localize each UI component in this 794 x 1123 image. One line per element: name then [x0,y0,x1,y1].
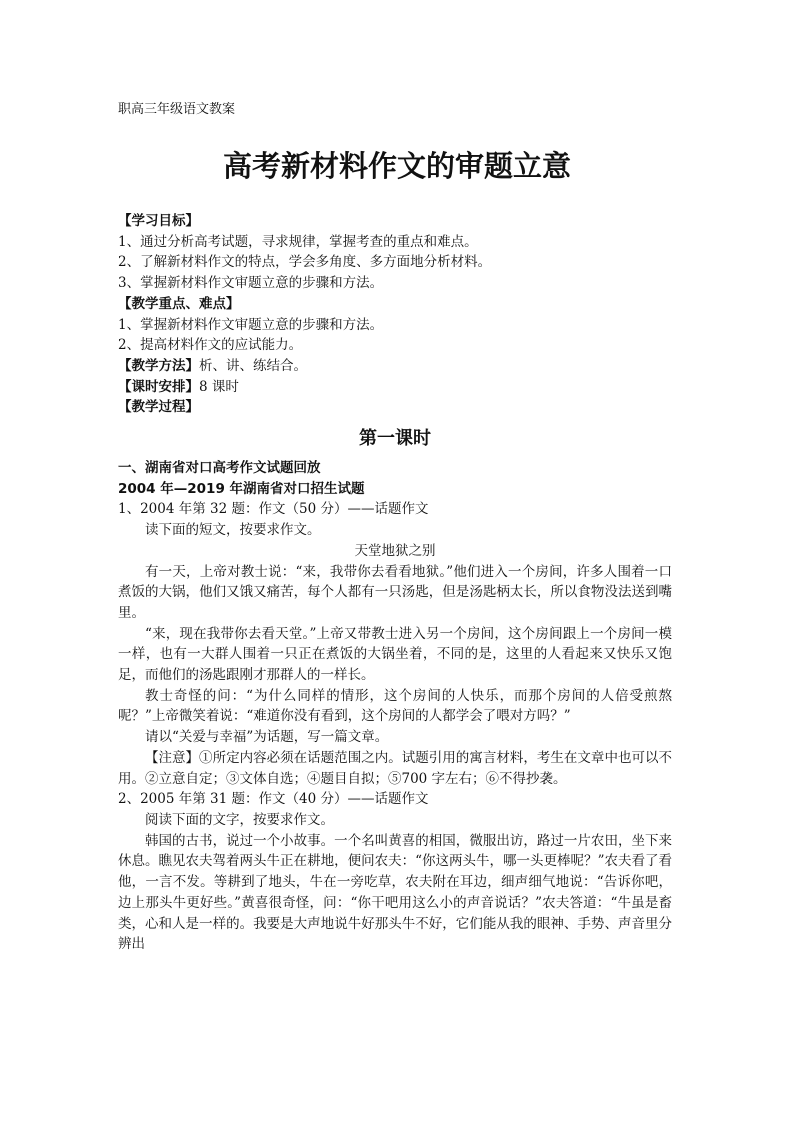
key-points-heading: 【教学重点、难点】 [118,295,240,312]
page-title: 高考新材料作文的审题立意 [222,149,571,183]
objective-item: 3、掌握新材料作文审题立意的步骤和方法。 [118,275,384,292]
key-point-item: 1、掌握新材料作文审题立意的步骤和方法。 [118,316,384,333]
story-title: 天堂地狱之别 [354,542,436,559]
objectives-heading: 【学习目标】 [118,213,199,229]
document-body [118,211,672,955]
story-paragraph: 教士奇怪的问：“为什么同样的情形，这个房间的人快乐，而那个房间的人倍受煎熬呢？”上帝微笑着说：“难道你没有看到，这个房间的人都学会了喂对方吗？” [118,687,672,725]
notes-paragraph: 【注意】①所定内容必须在话题范围之内。试题引用的寓言材料，考生在文章中也可以不用。②立意自定；③文体自选；④题目自拟；⑤700 字左右；⑥不得抄袭。 [118,749,672,787]
prompt-paragraph: 请以“关爱与幸福”为话题，写一篇文章。 [145,729,389,746]
question-title: 2、2005 年第 31 题：作文（40 分）——话题作文 [118,791,429,808]
class-schedule [118,377,672,398]
story-paragraph: “来，现在我带你去看天堂。”上帝又带教士进入另一个房间，这个房间跟上一个房间一模一样，也有一大群人围着一只正在煮饭的大锅坐着，不同的是，这里的人看起来又快乐又饱足，而他们的汤匙跟刚才那群人的一样长。 [118,625,672,684]
process-heading: 【教学过程】 [118,399,199,416]
key-point-item: 2、提高材料作文的应试能力。 [118,337,303,354]
teaching-method-label: 【教学方法】 [118,357,199,374]
section-subheading: 2004 年—2019 年湖南省对口招生试题 [118,480,365,497]
question-instruction: 读下面的短文，按要求作文。 [145,522,321,539]
story-paragraph: 韩国的古书，说过一个小故事。一个名叫黄喜的相国，微服出访，路过一片农田，坐下来休息。瞧见农夫驾着两头牛正在耕地，便问农夫：“你这两头牛，哪一头更棒呢？”农夫看了看他，一言不发。等耕到了地头，牛在一旁吃草，农夫附在耳边，细声细气地说：“告诉你吧，边上那头牛更好些。”黄喜很奇怪，问：“你干吧用这么小的声音说话？”农夫答道：“牛虽是畜类，心和人是一样的。我要是大声地说牛好那头牛不好，它们能从我的眼神、手势、声音里分辨出 [118,832,672,953]
objective-item: 1、通过分析高考试题，寻求规律，掌握考查的重点和难点。 [118,233,478,250]
objective-item: 2、了解新材料作文的特点，学会多角度、多方面地分析材料。 [118,254,492,271]
teaching-method [118,356,672,377]
teaching-method-text: 析、讲、练结合。 [199,357,307,374]
section-heading: 一、湖南省对口高考作文试题回放 [118,460,321,477]
class-schedule-text: 8 课时 [199,378,239,395]
question-title: 1、2004 年第 32 题：作文（50 分）——话题作文 [118,501,429,518]
class-schedule-label: 【课时安排】 [118,378,199,395]
lesson-title: 第一课时 [359,428,431,450]
document-header: 职高三年级语文教案 [118,102,236,117]
story-paragraph: 有一天，上帝对教士说：“来，我带你去看看地狱。”他们进入一个房间，许多人围着一口煮饭的大锅，他们又饿又痛苦，每个人都有一只汤匙，但是汤匙柄太长，所以食物没法送到嘴里。 [118,563,672,621]
question-instruction: 阅读下面的文字，按要求作文。 [145,811,334,828]
